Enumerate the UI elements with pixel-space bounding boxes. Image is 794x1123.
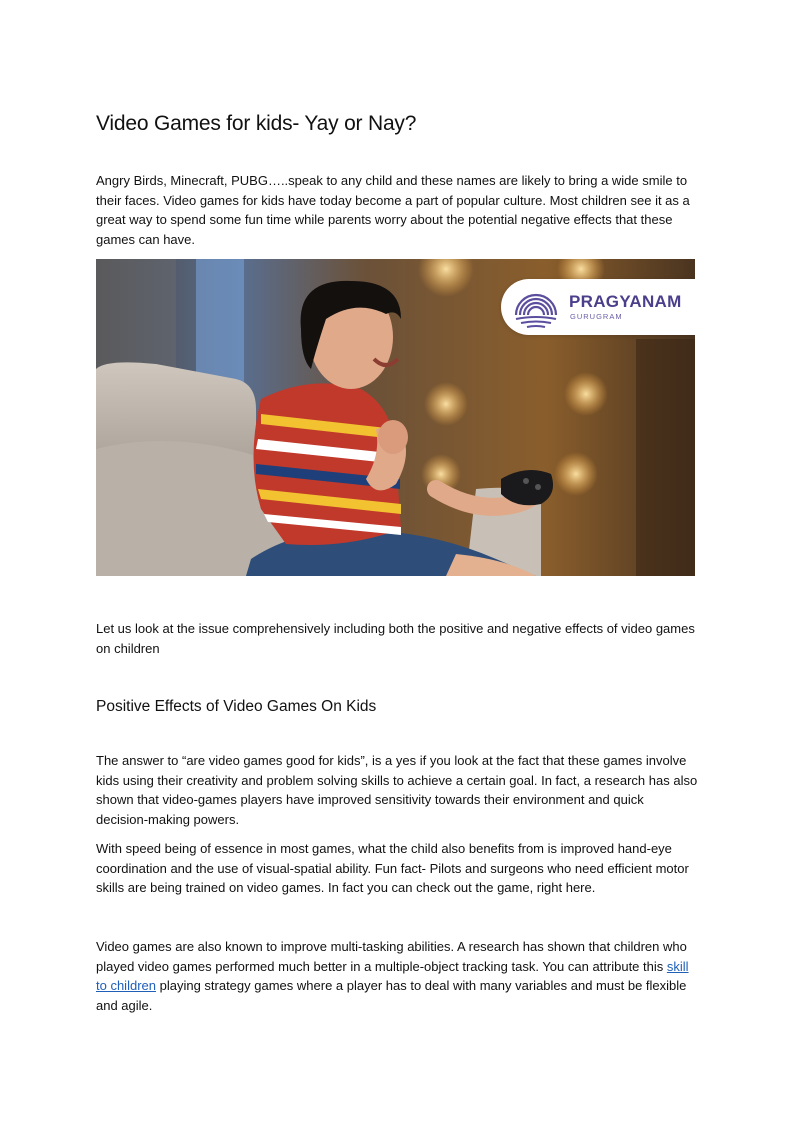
logo-name: PRAGYANAM (569, 292, 682, 311)
speed-paragraph: With speed being of essence in most games, what the child also benefits from is improved hand-eye coordination and the use of visual-spatial ability. Fun fact- Pilots and surgeons who need efficient motor skills are being trained on video games. In fact you can check out the game, right here. (96, 841, 689, 895)
multitask-paragraph (96, 937, 698, 1015)
pragyanam-emblem-icon (513, 285, 559, 329)
multitask-text-after: playing strategy games where a player has to deal with many variables and must be flexible and agile. (96, 978, 687, 1013)
section-heading: Positive Effects of Video Games On Kids (96, 698, 377, 715)
multitask-text-before: Video games are also known to improve multi-tasking abilities. A research has shown that children who played video games performed much better in a multiple-object tracking task. You can attribute this (96, 939, 687, 974)
skill-to-children-link[interactable]: skill to children (96, 958, 689, 993)
page-title: Video Games for kids- Yay or Nay? (96, 112, 417, 135)
pragyanam-logo (501, 279, 695, 335)
lead-paragraph: Let us look at the issue comprehensively including both the positive and negative effects of video games on children (96, 621, 695, 656)
intro-paragraph: Angry Birds, Minecraft, PUBG…..speak to any child and these names are likely to bring a wide smile to their faces. Video games for kids have today become a part of popular culture. Most children see it as a great way to spend some fun time while parents worry about the potential negative effects that these games can have. (96, 173, 690, 247)
hero-image (96, 259, 695, 576)
logo-subtitle: GURUGRAM (570, 312, 623, 321)
answer-paragraph: The answer to “are video games good for kids”, is a yes if you look at the fact that these games involve kids using their creativity and problem solving skills to achieve a certain goal. In fact, a research has also shown that video-games players have improved sensitivity towards their environment and quick decision-making powers. (96, 753, 698, 827)
